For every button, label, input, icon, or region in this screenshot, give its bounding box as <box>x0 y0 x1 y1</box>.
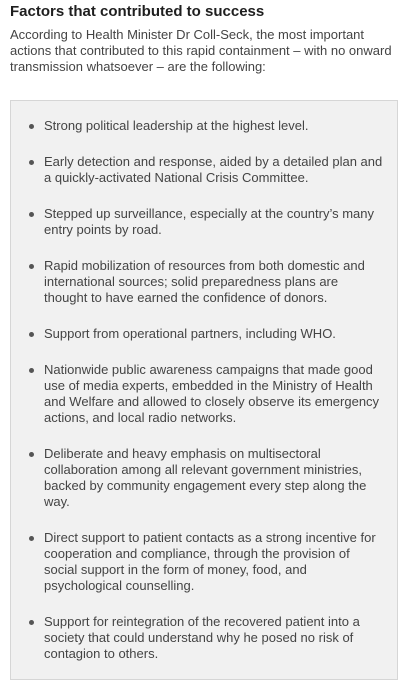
bullet-icon <box>29 536 34 541</box>
factor-text: Rapid mobilization of resources from both domestic and international sources; solid preparedness plans are thought to have earned the confidence of donors. <box>44 258 365 305</box>
bullet-icon <box>29 368 34 373</box>
list-item <box>25 206 383 238</box>
list-item <box>25 258 383 306</box>
factor-text: Direct support to patient contacts as a strong incentive for cooperation and compliance, through the provision of social support in the form of money, food, and psychological counselling. <box>44 530 376 593</box>
list-item <box>25 614 383 662</box>
bullet-icon <box>29 124 34 129</box>
bullet-icon <box>29 264 34 269</box>
factor-text: Support from operational partners, including WHO. <box>44 326 336 341</box>
bullet-icon <box>29 332 34 337</box>
factor-text: Nationwide public awareness campaigns that made good use of media experts, embedded in the Ministry of Health and Welfare and allowed to closely observe its emergency actions, and local radio networks. <box>44 362 380 425</box>
factor-text: Early detection and response, aided by a detailed plan and a quickly-activated National Crisis Committee. <box>44 154 383 185</box>
list-item <box>25 118 383 134</box>
list-item <box>25 446 383 510</box>
list-item <box>25 326 383 342</box>
list-item <box>25 154 383 186</box>
bullet-icon <box>29 620 34 625</box>
section-heading: Factors that contributed to success <box>10 3 265 20</box>
intro-paragraph: According to Health Minister Dr Coll-Seck, the most important actions that contributed to this rapid containment – with no onward transmission whatsoever – are the following: <box>10 27 392 74</box>
list-item <box>25 362 383 426</box>
factors-list <box>25 118 383 662</box>
bullet-icon <box>29 452 34 457</box>
factor-text: Support for reintegration of the recovered patient into a society that could understand why he posed no risk of contagion to others. <box>44 614 360 661</box>
factor-text: Deliberate and heavy emphasis on multisectoral collaboration among all relevant government ministries, backed by community engagement every step along the way. <box>44 446 367 509</box>
factor-text: Strong political leadership at the highest level. <box>44 118 309 133</box>
bullet-icon <box>29 212 34 217</box>
factor-text: Stepped up surveillance, especially at the country’s many entry points by road. <box>44 206 375 237</box>
list-item <box>25 530 383 594</box>
bullet-icon <box>29 160 34 165</box>
factors-box <box>10 100 398 680</box>
